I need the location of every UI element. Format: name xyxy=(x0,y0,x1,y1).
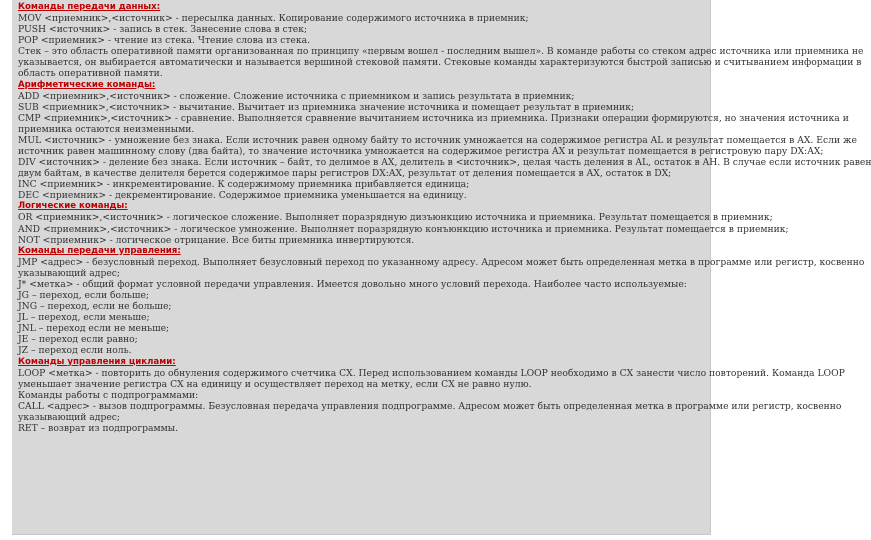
text-line: указывающий адрес; xyxy=(18,411,121,423)
text-line: RET – возврат из подпрограммы. xyxy=(18,422,179,434)
text-line: OR <приемник>,<источник> - логическое сложение. Выполняет поразрядную дизъюнкцию источника и приемника. Результат помещается в приемник; xyxy=(18,212,773,224)
text-line: MUL <источник> - умножение без знака. Если источник равен одному байту то источник умножается на содержимое регистра AL и результат помещается в AX. Если же xyxy=(18,134,857,146)
section-heading: Команды передачи управления: xyxy=(18,245,181,256)
text-line: INC <приемник> - инкрементирование. К содержимому приемника прибавляется единица; xyxy=(18,179,470,191)
text-line: указывается, он выбирается автоматически и называется вершиной стековой памяти. Стековые команды характеризуются быстрой записью и считыванием информации в xyxy=(18,57,862,69)
text-line: область оперативной памяти. xyxy=(18,68,163,80)
section-heading: Команды передачи данных: xyxy=(18,2,161,12)
document-text xyxy=(18,2,871,434)
section-heading: Команды управления циклами: xyxy=(18,356,176,367)
text-line: Команды работы с подпрограммами: xyxy=(18,389,199,401)
text-line: J* <метка> - общий формат условной передачи управления. Имеется довольно много условий перехода. Наиболее часто используемые: xyxy=(18,278,687,290)
text-line: CALL <адрес> - вызов подпрограммы. Безусловная передача управления подпрограмме. Адресом может быть определенная метка в программе или регистр, косвенно xyxy=(18,400,842,412)
text-line: JMP <адрес> - безусловный переход. Выполняет безусловный переход по указанному адресу. Адресом может быть определенная метка в программе или регистр, косвенно xyxy=(18,256,865,268)
text-line: JZ – переход если ноль. xyxy=(18,345,132,357)
text-line: уменьшает значение регистра CX на единицу и осуществляет переход на метку, если CX не равно нулю. xyxy=(18,378,532,390)
text-line: приемника остаются неизменными. xyxy=(18,123,195,135)
text-line: JNG – переход, если не больше; xyxy=(18,301,172,313)
text-line: ADD <приемник>,<источник> - сложение. Сложение источника с приемником и запись результата в приемник; xyxy=(18,90,575,102)
text-line: POP <приемник> - чтение из стека. Чтение слова из стека. xyxy=(18,35,311,47)
text-line: двум байтам, в качестве делителя берется содержимое пары регистров DX:AX, результат от деления помещается в AX, остаток в DX; xyxy=(18,168,672,180)
text-line: PUSH <источник> - запись в стек. Занесение слова в стек; xyxy=(18,24,308,36)
text-line: LOOP <метка> - повторить до обнуления содержимого счетчика CX. Перед использованием команды LOOP необходимо в CX занести число повторений. Команда LOOP xyxy=(18,367,845,379)
text-line: MOV <приемник>,<источник> - пересылка данных. Копирование содержимого источника в приемник; xyxy=(18,13,529,25)
text-line: CMP <приемник>,<источник> - сравнение. Выполняется сравнение вычитанием источника из приемника. Признаки операции формируются, но значения источника и xyxy=(18,112,849,124)
text-line: DIV <источник> - деление без знака. Если источник – байт, то делимое в AX, делитель в <источник>, целая часть деления в AL, остаток в AH. В случае если источник равен xyxy=(18,157,871,169)
text-line: Стек – это область оперативной памяти организованная по принципу «первым вошел - последним вышел». В команде работы со стеком адрес источника или приемника не xyxy=(18,46,864,58)
section-heading: Арифметические команды: xyxy=(18,79,156,90)
text-line: DEC <приемник> - декрементирование. Содержимое приемника уменьшается на единицу. xyxy=(18,190,467,202)
text-line: указывающий адрес; xyxy=(18,267,121,279)
text-line: NOT <приемник> - логическое отрицание. Все биты приемника инвертируются. xyxy=(18,234,415,246)
text-line: JL – переход, если меньше; xyxy=(18,312,150,324)
text-line: JG – переход, если больше; xyxy=(18,290,149,302)
text-line: JE – переход если равно; xyxy=(18,334,138,346)
text-line: SUB <приемник>,<источник> - вычитание. Вычитает из приемника значение источника и помещает результат в приемник; xyxy=(18,101,635,113)
document-page xyxy=(12,0,871,535)
text-line: JNL – переход если не меньше; xyxy=(18,323,170,335)
text-line: AND <приемник>,<источник> - логическое умножение. Выполняет поразрядную конъюнкцию источника и приемника. Результат помещается в приемник; xyxy=(18,223,789,235)
section-heading: Логические команды: xyxy=(18,201,128,212)
text-line: источник равен машинному слову (два байта), то значение источника умножается на содержимое регистра AX и результат помещается в регистровую пару DX:AX; xyxy=(18,146,824,158)
